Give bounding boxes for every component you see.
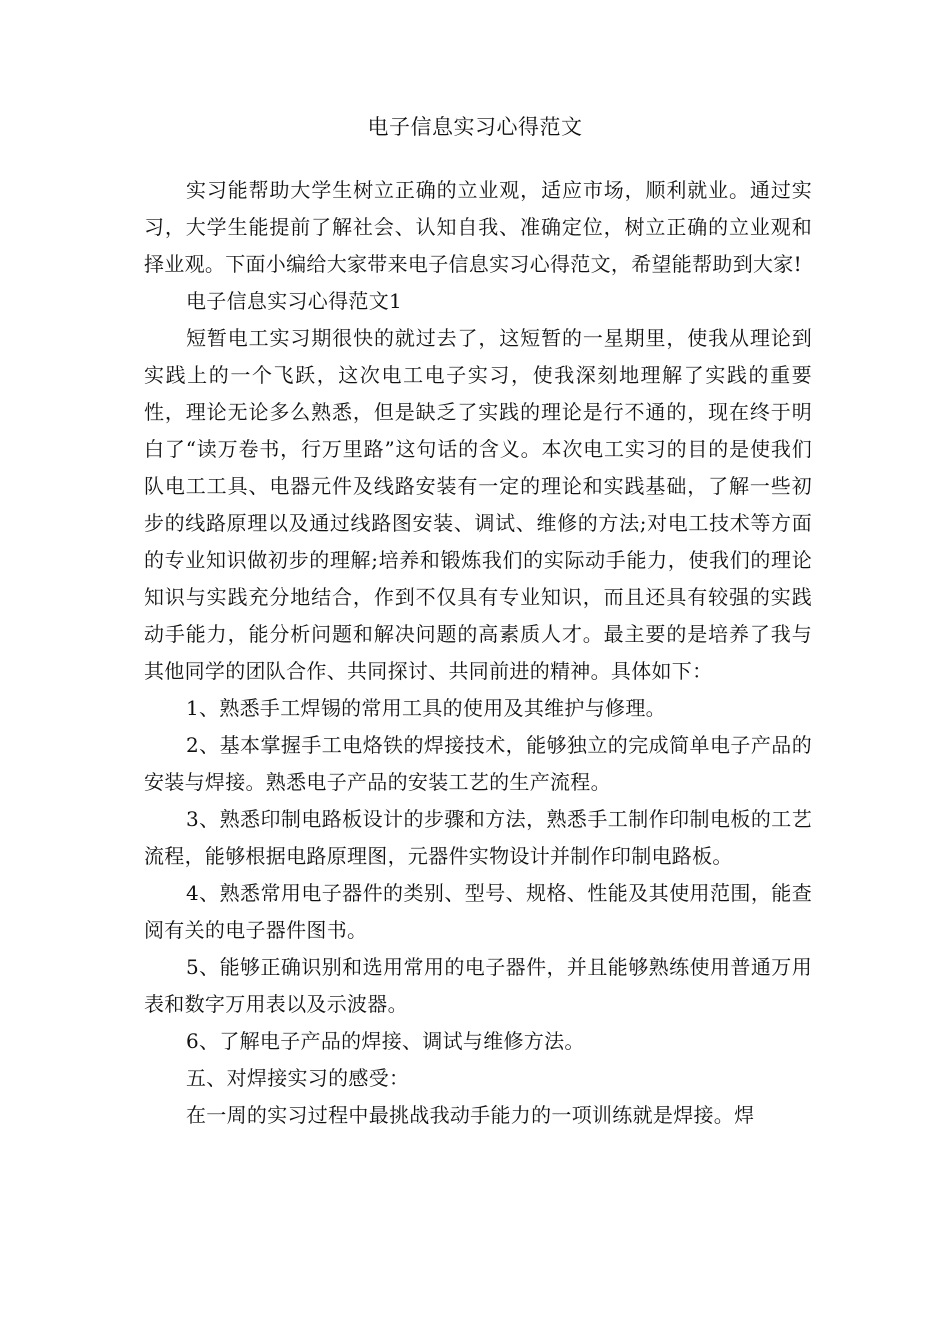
document-body xyxy=(144,172,812,1134)
subheading-welding: 五、对焊接实习的感受： xyxy=(186,1066,410,1090)
list-item-3: 3、熟悉印制电路板设计的步骤和方法，熟悉手工制作印制电板的工艺流程，能够根据电路原理图，元器件实物设计并制作印制电路板。 xyxy=(144,807,812,868)
paragraph-section-heading: 电子信息实习心得范文1 xyxy=(186,289,403,313)
paragraph-intro: 实习能帮助大学生树立正确的立业观，适应市场，顺利就业。通过实习，大学生能提前了解社会、认知自我、准确定位，树立正确的立业观和择业观。下面小编给大家带来电子信息实习心得范文，希望能帮助到大家! xyxy=(144,178,812,276)
list-item-4: 4、熟悉常用电子器件的类别、型号、规格、性能及其使用范围，能查阅有关的电子器件图书。 xyxy=(144,881,812,942)
document-title: 电子信息实习心得范文 xyxy=(367,115,583,139)
list-item-6: 6、了解电子产品的焊接、调试与维修方法。 xyxy=(186,1029,585,1053)
paragraph-welding: 在一周的实习过程中最挑战我动手能力的一项训练就是焊接。焊 xyxy=(186,1103,755,1127)
list-item-1: 1、熟悉手工焊锡的常用工具的使用及其维护与修理。 xyxy=(186,696,666,720)
list-item-5: 5、能够正确识别和选用常用的电子器件，并且能够熟练使用普通万用表和数字万用表以及示波器。 xyxy=(144,955,812,1016)
list-item-2: 2、基本掌握手工电烙铁的焊接技术，能够独立的完成简单电子产品的安装与焊接。熟悉电子产品的安装工艺的生产流程。 xyxy=(144,733,812,794)
paragraph-main: 短暂电工实习期很快的就过去了，这短暂的一星期里，使我从理论到实践上的一个飞跃，这次电工电子实习，使我深刻地理解了实践的重要性，理论无论多么熟悉，但是缺乏了实践的理论是行不通的，现在终于明白了“读万卷书，行万里路”这句话的含义。本次电工实习的目的是使我们队电工工具、电器元件及线路安装有一定的理论和实践基础，了解一些初步的线路原理以及通过线路图安装、调试、维修的方法;对电工技术等方面的专业知识做初步的理解;培养和锻炼我们的实际动手能力，使我们的理论知识与实践充分地结合，作到不仅具有专业知识，而且还具有较强的实践动手能力，能分析问题和解决问题的高素质人才。最主要的是培养了我与其他同学的团队合作、共同探讨、共同前进的精神。具体如下： xyxy=(144,326,812,683)
